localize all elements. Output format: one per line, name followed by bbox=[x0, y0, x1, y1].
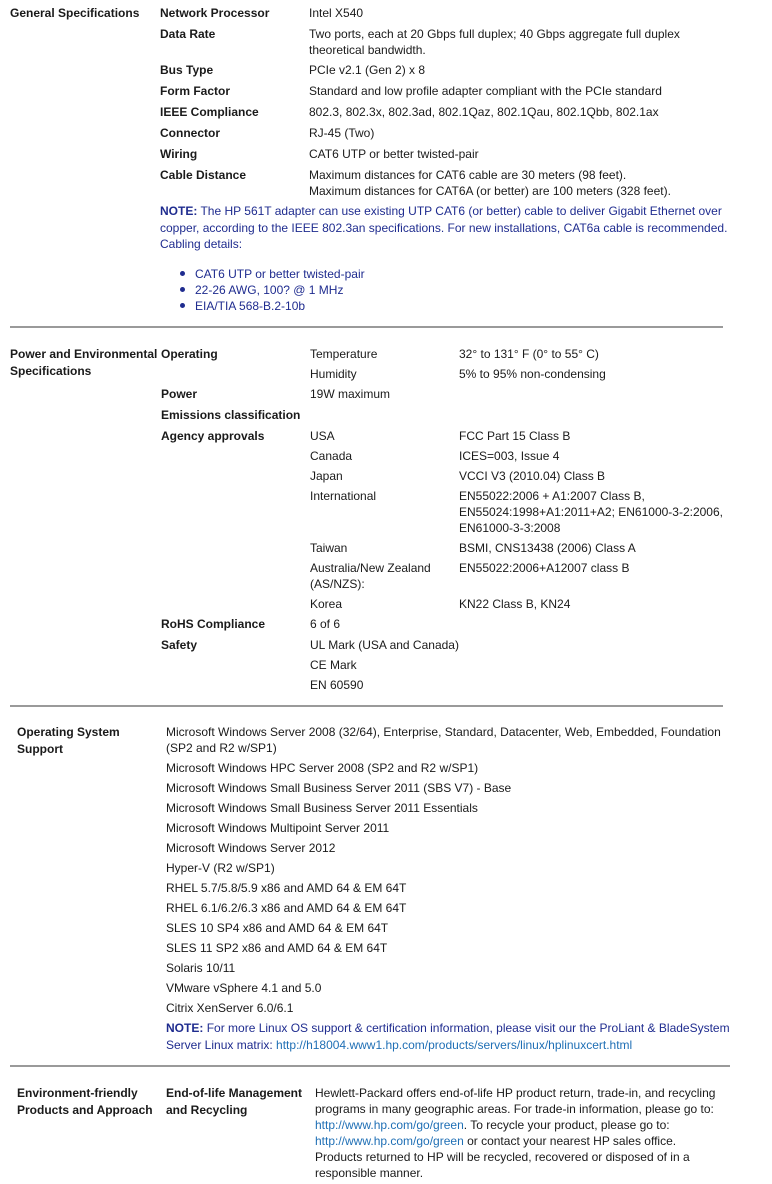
agency-standard: EN55022:2006 + A1:2007 Class B, bbox=[459, 489, 645, 503]
spec-value: theoretical bandwidth. bbox=[309, 43, 426, 57]
env-text: . To recycle your product, please go to: bbox=[463, 1118, 670, 1132]
note-text: For more Linux OS support & certification information, please visit our the ProLiant & BladeSystem bbox=[206, 1021, 730, 1035]
spec-label: Operating bbox=[161, 347, 218, 361]
linux-matrix-link[interactable]: http://h18004.www1.hp.com/products/servers/linux/hplinuxcert.html bbox=[276, 1038, 633, 1052]
os-item: Microsoft Windows Small Business Server 2011 (SBS V7) - Base bbox=[166, 781, 512, 795]
section-divider bbox=[10, 326, 723, 328]
env-text-line bbox=[315, 1117, 670, 1133]
spec-label: End-of-life Management bbox=[166, 1086, 303, 1100]
os-item: (SP2 and R2 w/SP1) bbox=[166, 741, 277, 755]
general-note-line: Cabling details: bbox=[160, 237, 243, 251]
cabling-bullet-item: EIA/TIA 568-B.2-10b bbox=[195, 299, 306, 313]
spec-label: Cable Distance bbox=[160, 168, 247, 182]
os-item: SLES 10 SP4 x86 and AMD 64 & EM 64T bbox=[166, 921, 389, 935]
spec-value: RJ-45 (Two) bbox=[309, 126, 375, 140]
agency-region: Japan bbox=[310, 469, 343, 483]
spec-label: Wiring bbox=[160, 147, 198, 161]
cabling-bullet-item: CAT6 UTP or better twisted-pair bbox=[195, 267, 365, 281]
agency-region: USA bbox=[310, 429, 335, 443]
spec-value: Maximum distances for CAT6 cable are 30 meters (98 feet). bbox=[309, 168, 627, 182]
os-item: RHEL 6.1/6.2/6.3 x86 and AMD 64 & EM 64T bbox=[166, 901, 407, 915]
section-heading-env: Environment-friendly bbox=[17, 1086, 138, 1100]
agency-standard: EN55024:1998+A1:2011+A2; EN61000-3-2:2006, bbox=[459, 505, 723, 519]
section-heading-os: Support bbox=[17, 742, 63, 756]
spec-label: Bus Type bbox=[160, 63, 214, 77]
os-item: Microsoft Windows Server 2008 (32/64), Enterprise, Standard, Datacenter, Web, Embedded, Foundation bbox=[166, 725, 721, 739]
env-text-line: programs in many geographic areas. For trade-in information, please go to: bbox=[315, 1102, 714, 1116]
section-divider bbox=[10, 1065, 730, 1067]
spec-value: CE Mark bbox=[310, 658, 357, 672]
spec-label: Agency approvals bbox=[161, 429, 265, 443]
spec-label: Data Rate bbox=[160, 27, 216, 41]
agency-region: Korea bbox=[310, 597, 343, 611]
os-item: Citrix XenServer 6.0/6.1 bbox=[166, 1001, 294, 1015]
agency-standard: KN22 Class B, KN24 bbox=[459, 597, 571, 611]
spec-label: Connector bbox=[160, 126, 220, 140]
os-item: SLES 11 SP2 x86 and AMD 64 & EM 64T bbox=[166, 941, 388, 955]
spec-value: Maximum distances for CAT6A (or better) are 100 meters (328 feet). bbox=[309, 184, 671, 198]
os-item: Microsoft Windows Multipoint Server 2011 bbox=[166, 821, 390, 835]
env-text-line: Products returned to HP will be recycled, recovered or disposed of in a bbox=[315, 1150, 690, 1164]
os-item: Solaris 10/11 bbox=[166, 961, 236, 975]
note-label: NOTE: bbox=[160, 204, 198, 218]
agency-standard: FCC Part 15 Class B bbox=[459, 429, 571, 443]
spec-value: CAT6 UTP or better twisted-pair bbox=[309, 147, 479, 161]
env-text-line: Hewlett-Packard offers end-of-life HP product return, trade-in, and recycling bbox=[315, 1086, 716, 1100]
spec-value: 6 of 6 bbox=[310, 617, 341, 631]
agency-standard: ICES=003, Issue 4 bbox=[459, 449, 560, 463]
spec-label: Emissions classification bbox=[161, 408, 301, 422]
spec-label: Safety bbox=[161, 638, 198, 652]
bullet-dot-icon bbox=[180, 271, 185, 276]
agency-region: Australia/New Zealand bbox=[310, 561, 431, 575]
agency-region: Taiwan bbox=[310, 541, 348, 555]
spec-label: RoHS Compliance bbox=[161, 617, 266, 631]
env-param-value: 32° to 131° F (0° to 55° C) bbox=[459, 347, 599, 361]
spec-value: PCIe v2.1 (Gen 2) x 8 bbox=[309, 63, 426, 77]
section-heading-power: Power and Environmental bbox=[10, 347, 158, 361]
agency-standard: VCCI V3 (2010.04) Class B bbox=[459, 469, 606, 483]
spec-label: and Recycling bbox=[166, 1103, 248, 1117]
agency-region: (AS/NZS): bbox=[310, 577, 365, 591]
bullet-dot-icon bbox=[180, 287, 185, 292]
os-item: VMware vSphere 4.1 and 5.0 bbox=[166, 981, 322, 995]
spec-value: Intel X540 bbox=[309, 6, 364, 20]
os-item: Microsoft Windows Small Business Server 2011 Essentials bbox=[166, 801, 478, 815]
agency-region: Canada bbox=[310, 449, 353, 463]
note-text: The HP 561T adapter can use existing UTP CAT6 (or better) cable to deliver Gigabit Ethernet over bbox=[200, 204, 722, 218]
section-heading-os: Operating System bbox=[17, 725, 120, 739]
agency-region: International bbox=[310, 489, 377, 503]
spec-label: Power bbox=[161, 387, 198, 401]
env-param-name: Temperature bbox=[310, 347, 378, 361]
spec-label: Network Processor bbox=[160, 6, 270, 20]
spec-value: EN 60590 bbox=[310, 678, 364, 692]
spec-label: Form Factor bbox=[160, 84, 231, 98]
os-item: Hyper-V (R2 w/SP1) bbox=[166, 861, 275, 875]
note-label: NOTE: bbox=[166, 1021, 204, 1035]
os-item: Microsoft Windows Server 2012 bbox=[166, 841, 336, 855]
spec-value: Two ports, each at 20 Gbps full duplex; 40 Gbps aggregate full duplex bbox=[309, 27, 680, 41]
env-text-line bbox=[315, 1133, 676, 1149]
hp-green-link[interactable]: http://www.hp.com/go/green bbox=[315, 1118, 464, 1132]
os-note-line bbox=[166, 1020, 730, 1036]
general-note-line bbox=[160, 203, 722, 219]
section-heading-general: General Specifications bbox=[10, 6, 140, 20]
spec-value: UL Mark (USA and Canada) bbox=[310, 638, 459, 652]
agency-standard: EN55022:2006+A12007 class B bbox=[459, 561, 630, 575]
env-param-name: Humidity bbox=[310, 367, 357, 381]
os-note-line bbox=[166, 1037, 632, 1053]
env-text: or contact your nearest HP sales office. bbox=[463, 1134, 677, 1148]
cabling-bullet-item: 22-26 AWG, 100? @ 1 MHz bbox=[195, 283, 344, 297]
env-param-value: 5% to 95% non-condensing bbox=[459, 367, 606, 381]
env-text-line: responsible manner. bbox=[315, 1166, 424, 1180]
section-heading-power: Specifications bbox=[10, 364, 92, 378]
hp-green-link[interactable]: http://www.hp.com/go/green bbox=[315, 1134, 464, 1148]
note-text: Server Linux matrix: bbox=[166, 1038, 277, 1052]
bullet-dot-icon bbox=[180, 303, 185, 308]
spec-label: IEEE Compliance bbox=[160, 105, 259, 119]
spec-value: 802.3, 802.3x, 802.3ad, 802.1Qaz, 802.1Qau, 802.1Qbb, 802.1ax bbox=[309, 105, 659, 119]
general-note-line: copper, according to the IEEE 802.3an specifications. For new installations, CAT6a cable is recommended. bbox=[160, 221, 728, 235]
os-item: Microsoft Windows HPC Server 2008 (SP2 and R2 w/SP1) bbox=[166, 761, 479, 775]
section-heading-env: Products and Approach bbox=[17, 1103, 153, 1117]
spec-value: Standard and low profile adapter compliant with the PCIe standard bbox=[309, 84, 662, 98]
agency-standard: BSMI, CNS13438 (2006) Class A bbox=[459, 541, 636, 555]
os-item: RHEL 5.7/5.8/5.9 x86 and AMD 64 & EM 64T bbox=[166, 881, 407, 895]
agency-standard: EN61000-3-3:2008 bbox=[459, 521, 561, 535]
section-divider bbox=[10, 705, 723, 707]
spec-value: 19W maximum bbox=[310, 387, 391, 401]
